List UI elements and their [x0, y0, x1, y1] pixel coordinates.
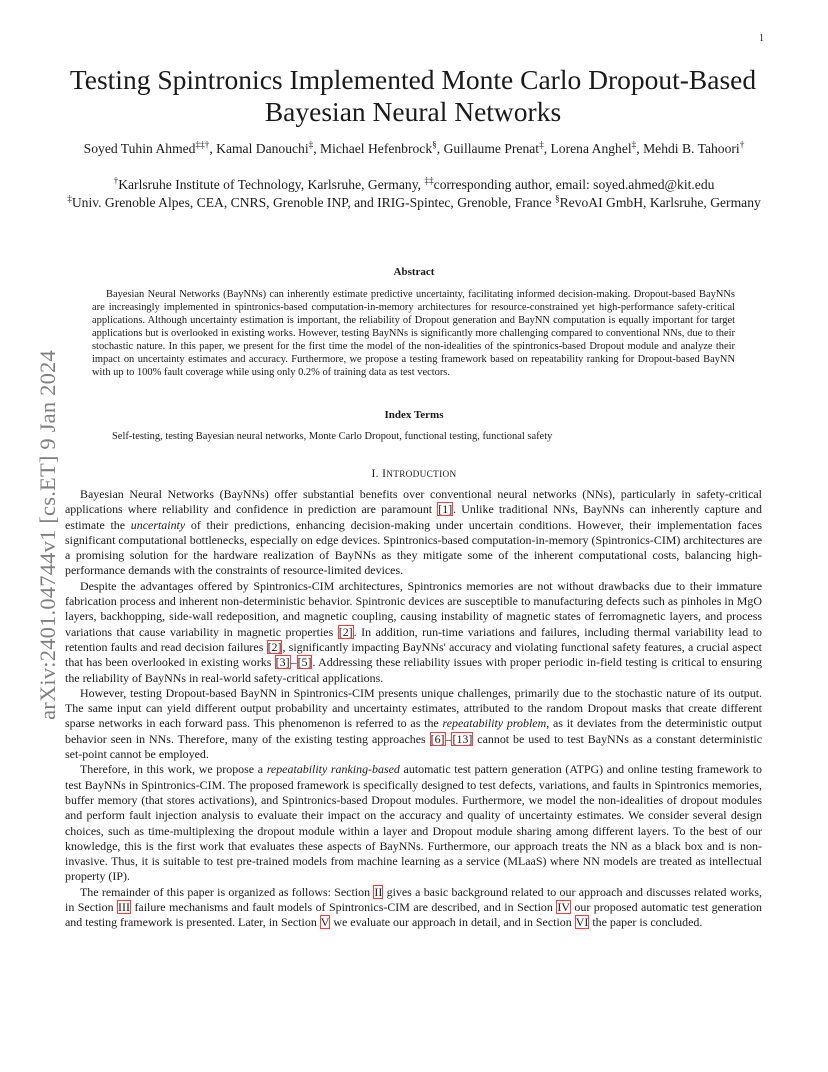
section-link[interactable]: VI: [575, 915, 589, 930]
paper-title: Testing Spintronics Implemented Monte Carlo Dropout-Based Bayesian Neural Networks: [69, 64, 757, 127]
paragraph-1: Bayesian Neural Networks (BayNNs) offer substantial benefits over conventional neural networks (NNs), particularly in safety-critical applications where reliability and confidence in prediction are paramount [1]. Unlike traditional NNs, BayNNs can inherently capture and estimate the uncertainty of their predictions, enhancing decision-making under uncertain conditions. However, their implementation faces significant computational bottlenecks, especially on edge devices. Spintronics-based computation-in-memory (Spintronics-CIM) architectures are a promising solution for the hardware realization of BayNNs as they mitigate some of the inherent computational costs, balancing high-performance demands with the constraints of resource-limited devices.: [65, 487, 762, 578]
affiliation-line-2: ‡Univ. Grenoble Alpes, CEA, CNRS, Grenoble INP, and IRIG-Spintec, Grenoble, France §RevoAI GmbH, Karlsruhe, Germany: [67, 193, 761, 210]
abstract-heading: Abstract: [393, 266, 435, 278]
citation-link[interactable]: [1]: [438, 502, 453, 517]
index-terms-text: Self-testing, testing Bayesian neural networks, Monte Carlo Dropout, functional testing, functional safety: [112, 431, 553, 442]
abstract-text: Bayesian Neural Networks (BayNNs) can inherently estimate predictive uncertainty, facilitating informed decision-making. Dropout-based BayNNs are increasingly implemented in spintronics-based computation-in-memory architectures for resource-constrained yet high-performance safety-critical applications. Although uncertainty estimation is important, the reliability of Dropout generation and BayNN computation is equally important for target applications but is overlooked in existing works. However, testing BayNNs is significantly more challenging compared to conventional NNs, due to their stochastic nature. In this paper, we present for the first time the model of the non-idealities of the spintronics-based Dropout module and analyze their impact on uncertainty estimates and accuracy. Furthermore, we propose a testing framework based on repeatability ranking for Dropout-based BayNN with up to 100% fault coverage while using only 0.2% of training data as test vectors.: [92, 289, 735, 379]
citation-link[interactable]: [3]: [275, 655, 290, 670]
paragraph-2: Despite the advantages offered by Spintronics-CIM architectures, Spintronics memories are not without drawbacks due to their immature fabrication process and inherent non-deterministic behavior. Spintronic devices are susceptible to manufacturing defects such as pinholes in MgO layers, backhopping, side-wall redeposition, and magnetic coupling, causing instability of magnetic states of ferromagnetic layers, and process variations that cause variability in magnetic properties [2]. In addition, run-time variations and failures, including thermal variability lead to retention faults and read decision failures [2], significantly impacting BayNNs' accuracy and violating functional safety features, a crucial aspect that has been overlooked in existing works [3]–[5]. Addressing these reliability issues with proper periodic in-field testing is critical to ensuring the reliability of BayNNs in real-world safety-critical applications.: [65, 578, 762, 685]
author-6: Mehdi B. Tahoori†: [643, 139, 745, 156]
index-terms-heading: Index Terms: [384, 409, 444, 421]
section-link[interactable]: V: [320, 915, 330, 930]
citation-link[interactable]: [5]: [297, 655, 312, 670]
arxiv-stamp-text: arXiv:2401.04744v1 [cs.ET] 9 Jan 2024: [35, 350, 60, 720]
citation-link[interactable]: [13]: [452, 731, 473, 746]
paragraph-5: The remainder of this paper is organized as follows: Section II gives a basic background related to our approach and discusses related works, in Section III failure mechanisms and fault models of Spintronics-CIM are described, and in Section IV our proposed automatic test generation and testing framework is presented. Later, in Section V we evaluate our approach in detail, and in Section VI the paper is concluded.: [65, 884, 763, 930]
author-3: Michael Hefenbrock§,: [320, 139, 444, 156]
author-2: Kamal Danouchi‡,: [216, 139, 321, 156]
arxiv-identifier-stamp[interactable]: [34, 300, 62, 770]
citation-link[interactable]: [2]: [267, 639, 282, 654]
section-heading-introduction: I. INTRODUCTION: [371, 467, 457, 480]
section-link[interactable]: II: [374, 884, 383, 899]
introduction-body: [65, 487, 762, 931]
paragraph-3: However, testing Dropout-based BayNN in Spintronics-CIM presents unique challenges, primarily due to the stochastic nature of its output. The same input can yield different output probability and uncertainty estimates, attributed to the random Dropout masks that create different sparse networks in each forward pass. This phenomenon is referred to as the repeatability problem, as it deviates from the deterministic output behavior seen in NNs. Therefore, many of the existing testing approaches [6]–[13] cannot be used to test BayNNs as a constant deterministic set-point cannot be employed.: [65, 685, 763, 762]
affiliation-line-1: †Karlsruhe Institute of Technology, Karlsruhe, Germany, ‡‡corresponding author, email: soyed.ahmed@kit.edu: [113, 175, 715, 192]
section-link[interactable]: III: [118, 900, 130, 915]
page-number: 1: [759, 33, 764, 44]
citation-link[interactable]: [2]: [338, 624, 353, 639]
section-link[interactable]: IV: [557, 900, 570, 915]
affiliations: [64, 176, 764, 212]
paragraph-4: Therefore, in this work, we propose a repeatability ranking-based automatic test pattern generation (ATPG) and online testing framework to test BayNNs in Spintronics-CIM. The proposed framework is specifically designed to test defects, variations, and faults in Spintronics memories, buffer memory (that stores activations), and Spintronics-based Dropout modules. Furthermore, we model the non-idealities of dropout modules and perform fault injection analysis to evaluate their impact on the accuracy and quality of uncertainty estimates. We consider several design choices, such as time-multiplexing the dropout module within a layer and Dropout module sharing among different layers. To the best of our knowledge, this is the first work that evaluates these aspects of BayNNs. Furthermore, our approach treats the NN as a black box and is non-invasive. Thus, it is suitable to test pre-trained models from machine learning as a service (MLaaS) where NN models are treated as intellectual property (IP).: [65, 762, 762, 884]
author-list: [64, 140, 764, 158]
author-4: Guillaume Prenat‡,: [443, 139, 551, 156]
author-1: Soyed Tuhin Ahmed‡‡†,: [83, 139, 217, 156]
citation-link[interactable]: [6]: [430, 731, 445, 746]
author-5: Lorena Anghel‡,: [550, 139, 644, 156]
